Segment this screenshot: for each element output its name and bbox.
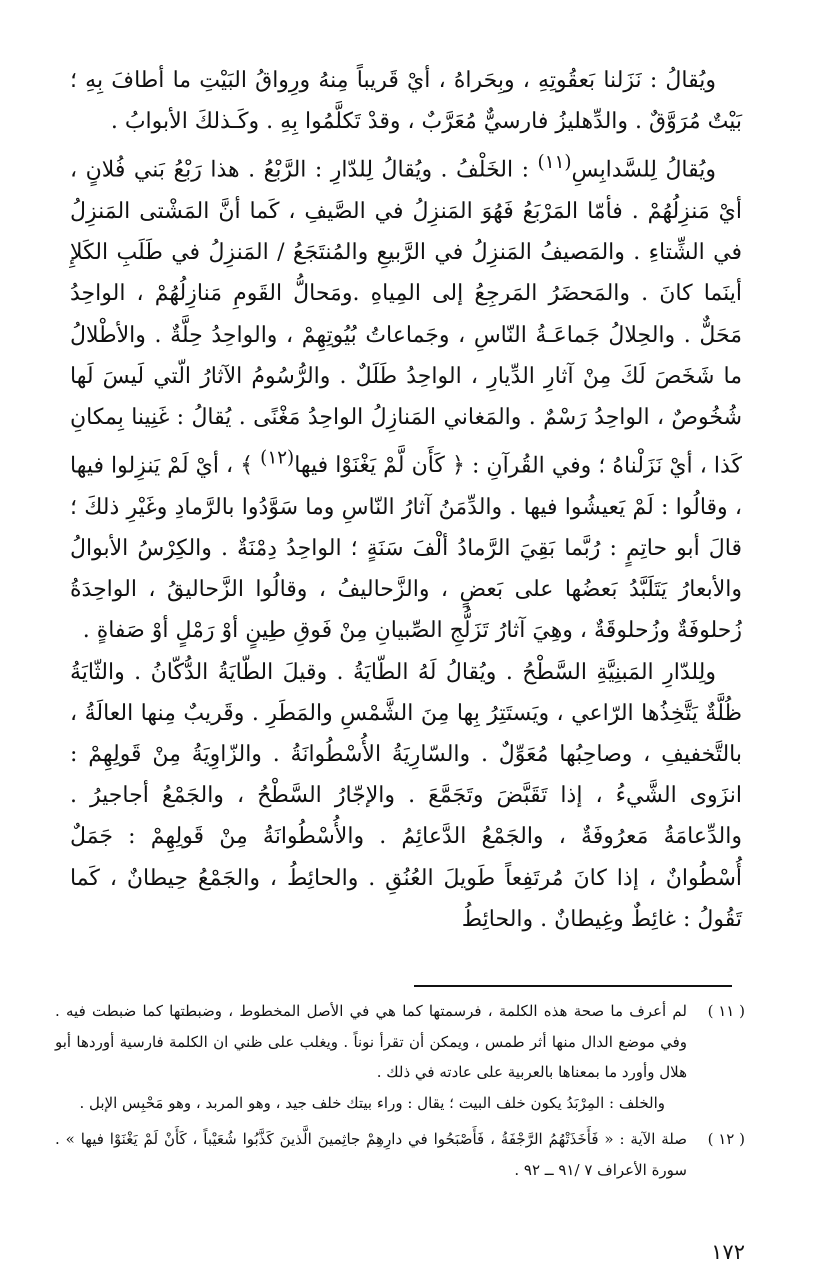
- footnote-text: صلة الآية : « فَأَخَذَتْهُمُ الرَّجْفَةُ ، فَأَصْبَحُوا في دارِهِمْ جاثِمينَ الَّذينَ كَذَّبُوا شُعَيْباً ، كَأَنْ لَمْ يَغْنَوْا فيها » . سورة الأعراف ٧ /٩١ ــ ٩٢ .: [55, 1130, 687, 1179]
- footnote-11: [55, 996, 745, 1118]
- footnote-ref-12: (١٢): [260, 448, 295, 470]
- footnote-ref-11: (١١): [537, 152, 572, 174]
- footnote-text: لم أعرف ما صحة هذه الكلمة ، فرسمتها كما هي في الأصل المخطوط ، وضبطتها كما ضبطت فيه . وفي موضع الدال منها أثر طمس ، ويمكن أن تقرأ نوناً . ويغلب على ظني ان الكلمة فارسية أوردها أبو هلال وأورد ما بمعناها بالعربية على عادته في ذلك .: [55, 1002, 687, 1081]
- paragraph-middle: : الخَلْفُ . ويُقالُ لِلدّارِ : الرَّبْعُ . هذا رَبْعُ بَني فُلانٍ ، أيْ مَنزِلُهُمْ . فأمّا المَرْبَعُ فَهُوَ المَنزِلُ في الصَّيفِ ، كَما أنَّ المَشْتى المَنزِلُ في الشِّتاءِ . والمَصيفُ المَنزِلُ في الرَّبيعِ والمُنتَجَعُ / المَنزِلُ في طَلَبِ الكَلإِ أينَما كانَ . والمَحضَرُ المَرجِعُ إلى المِياهِ .ومَحالُّ القَومِ مَنازِلُهُمْ ، الواحِدُ مَحَلٌّ . والحِلالُ جَماعَـةُ النّاسِ ، وجَماعاتُ بُيُوتِهِمْ ، والواحِدُ حِلَّةٌ . والأطْلالُ ما شَخَصَ لَكَ مِنْ آثارِ الدِّيارِ ، الواحِدُ طَلَلٌ . والرُّسُومُ الآثارُ الّتي لَيسَ لَها شُخُوصٌ ، الواحِدُ رَسْمٌ . والمَغاني المَنازِلُ الواحِدُ مَغْنًى . يُقالُ : غَنِينا بِمكانِ كَذا ، أيْ نَزَلْناهُ ؛ وفي القُرآنِ :: [70, 157, 743, 479]
- page-number: ١٧٢: [711, 1240, 745, 1264]
- footnote-body: [55, 996, 687, 1118]
- footnote-separator: [414, 985, 732, 987]
- footnote-number: ( ١١ ): [707, 1002, 745, 1020]
- footnote-body: [55, 1124, 687, 1185]
- footnote-number: ( ١٢ ): [707, 1130, 745, 1148]
- paragraph-start: ويُقالُ لِلسَّدابِسِ: [571, 157, 717, 183]
- main-text: [70, 60, 742, 940]
- paragraph-end: أيْ لَمْ يَنزِلوا فيها ، وقالُوا : لَمْ يَعيشُوا فيها . والدِّمَنُ آثارُ النّاسِ وما سَوَّدُوا بالرَّمادِ وغَيْرِ ذلكَ ؛ قالَ أبو حاتِمٍ : رُبَّما بَقِيَ الرَّمادُ ألْفَ سَنَةٍ ؛ الواحِدُ دِمْنَةٌ . والكِرْسُ الأبوالُ والأبعارُ يَتَلَبَّدُ بَعضُها على بَعضٍ ، والزَّحاليفُ ، وقالُوا الزَّحاليقُ ، الواحِدَةُ زُحلوفَةٌ وزُحلوقَةٌ ، وهِيَ آثارُ تَزَلُّجِ الصِّبيانِ مِنْ فَوقِ طِينٍ أوْ رَمْلٍ أوْ صَفاةٍ .: [70, 453, 742, 644]
- footnotes: [55, 996, 745, 1185]
- quran-quote: [226, 448, 465, 479]
- paragraph: ويُقالُ : نَزَلنا بَعقُوتِهِ ، وبِحَراهُ ، أيْ قَريباً مِنهُ ورِواقُ البَيْتِ ما أطافَ بِهِ ؛ بَيْتٌ مُرَوَّقٌ . والدِّهليزُ فارسيٌّ مُعَرَّبٌ ، وقدْ تَكلَّمُوا بِهِ . وكَـذلكَ الأبوابُ .: [70, 68, 742, 135]
- paragraph: [70, 142, 742, 651]
- footnote-12: [55, 1124, 745, 1185]
- footnote-extra: والخلف : المِرْبَدُ يكون خلف البيت ؛ يقال : وراء بيتك خلف جيد ، وهو المربد ، وهو مَحْبِس الإبل .: [79, 1093, 665, 1112]
- quran-verse: ﴿ كَأَن لَّمْ يَغْنَوْا فيها: [294, 453, 465, 479]
- paragraph: ولِلدّارِ المَبنِيَّةِ السَّطْحُ . ويُقالُ لَهُ الطّايَةُ . وقيلَ الطّايَةُ الدُّكّانُ . والثّايَةُ ظُلَّةٌ يَتَّخِذُها الرّاعي ، ويَستَتِرُ بِها مِنَ الشَّمْسِ والمَطَرِ . وقَريبٌ مِنها العالَةُ ، بالتَّخفيفِ ، وصاحِبُها مُعَوِّلٌ . والسّارِيَةُ الأُسْطُوانَةُ . والزّاوِيَةُ مِنْ قَولِهِمْ : انزَوى الشَّيءُ ، إذا تَقَبَّضَ وتَجَمَّعَ . والإجّارُ السَّطْحُ ، والجَمْعُ أجاجيرُ . والدِّعامَةُ مَعرُوفَةٌ ، والجَمْعُ الدَّعائِمُ . والأُسْطُوانَةُ مِنْ قَولِهِمْ : جَمَلٌ أُسْطُوانٌ ، إذا كانَ مُرتَفِعاً طَويلَ العُنُقِ . والحائِطُ ، والجَمْعُ حِيطانٌ ، كَما تَقُولُ : غائِطٌ وغِيطانٌ . والحائِطُ: [70, 659, 742, 932]
- quran-close: ﴾ ،: [226, 453, 254, 479]
